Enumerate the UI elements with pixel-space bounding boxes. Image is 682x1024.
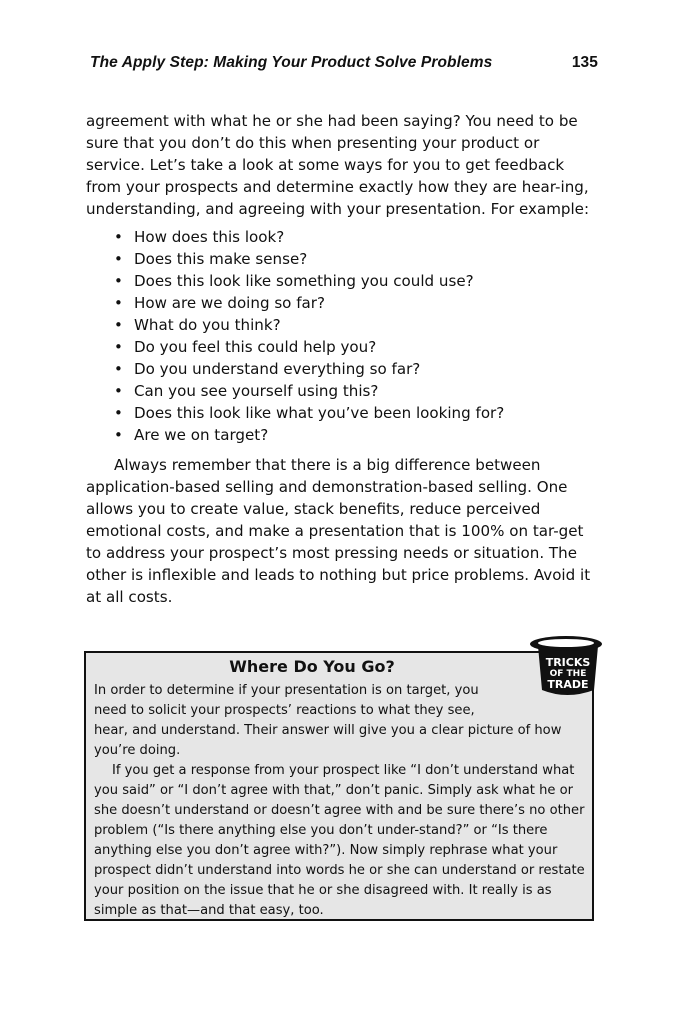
intro-paragraph: agreement with what he or she had been saying? You need to be sure that you don’t do this when presenting your product or service. Let’s take a look at some ways for you to get feedback from your prospects and determine exactly how they are hear-ing, understanding, and agreeing with your presentation. For example:: [86, 112, 590, 218]
page-number: 135: [571, 54, 598, 71]
list-item: • Does this make sense?: [114, 248, 596, 270]
list-item: • Do you feel this could help you?: [114, 336, 596, 358]
sidebar-paragraph-2: If you get a response from your prospect like “I don’t understand what you said” or “I don’t agree with that,” don’t panic. Simply ask what he or she doesn’t understand or doesn’t agree with and be sure there’s no other problem (“Is there anything else you don’t under-stand?” or “Is there anything else you don’t agree with?”). Now simply rephrase what your prospect didn’t understand into words he or she can understand or restate your position on the issue that he or she disagreed with. It really is as simple as that—and that easy, too.: [94, 763, 585, 918]
list-item: • Are we on target?: [114, 424, 596, 446]
sidebar-text: [94, 681, 588, 921]
badge-line-1: TRICKS: [545, 656, 591, 669]
sidebar-line-1: In order to determine if your presentation is on target, you: [94, 683, 479, 698]
sidebar-paragraph-1: [94, 681, 588, 761]
list-item: • Do you understand everything so far?: [114, 358, 596, 380]
question-list: [86, 226, 596, 446]
running-head: [90, 54, 598, 72]
list-item: • Does this look like what you’ve been looking for?: [114, 402, 596, 424]
list-item: • Does this look like something you could use?: [114, 270, 596, 292]
sidebar-title: Where Do You Go?: [229, 657, 395, 676]
list-item: • How are we doing so far?: [114, 292, 596, 314]
badge-line-2: OF THE: [549, 669, 587, 679]
closing-paragraph: Always remember that there is a big difference between application-based selling and demonstration-based selling. One allows you to create value, stack benefits, reduce perceived emotional costs, and make a presentation that is 100% on tar-get to address your prospect’s most pressing needs or situation. The other is inflexible and leads to nothing but price problems. Avoid it at all costs.: [86, 456, 591, 606]
list-item: • How does this look?: [114, 226, 596, 248]
badge-line-3: TRADE: [547, 678, 589, 691]
tricks-of-the-trade-icon: [526, 634, 608, 700]
sidebar-line-2: need to solicit your prospects’ reactions to what they see,: [94, 703, 475, 718]
running-head-title: The Apply Step: Making Your Product Solve Problems: [90, 54, 493, 71]
body-text: [86, 110, 596, 608]
list-item: • Can you see yourself using this?: [114, 380, 596, 402]
sidebar-box: [84, 651, 594, 921]
sidebar-rest: hear, and understand. Their answer will give you a clear picture of how you’re doing.: [94, 723, 562, 758]
list-item: • What do you think?: [114, 314, 596, 336]
